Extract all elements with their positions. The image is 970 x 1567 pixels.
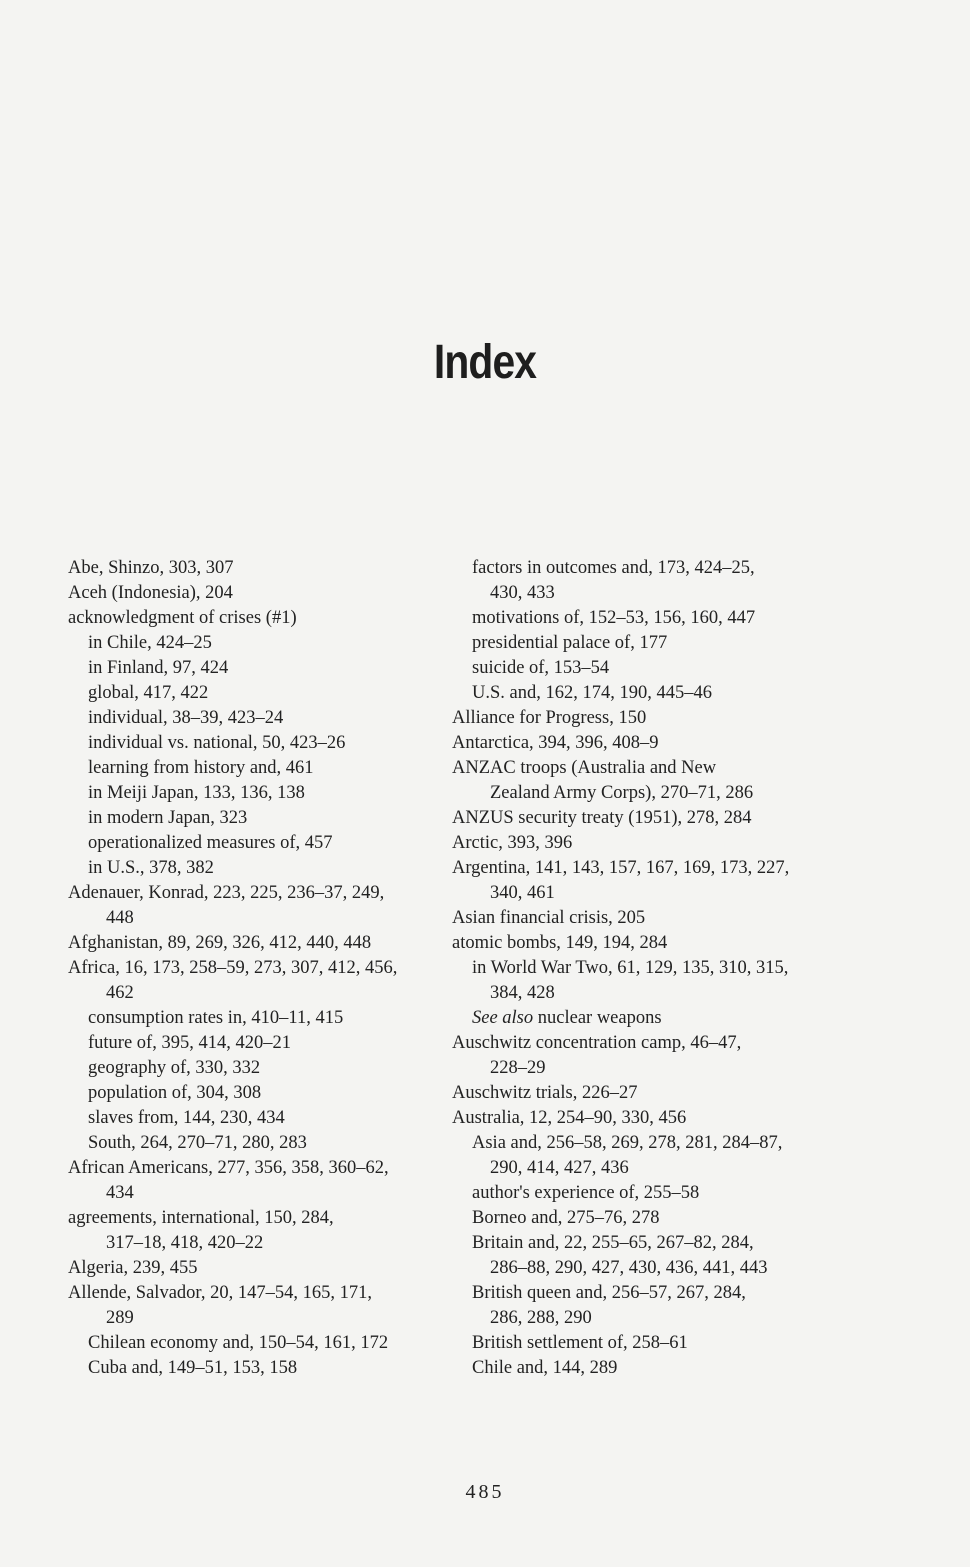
index-entry <box>68 606 448 631</box>
index-subentry <box>68 706 448 731</box>
index-entry <box>452 806 832 831</box>
index-entry <box>68 881 448 906</box>
index-entry-text: Australia, 12, 254–90, 330, 456 <box>452 1108 687 1128</box>
see-also-label: See also <box>472 1008 534 1028</box>
index-entry-text: learning from history and, 461 <box>88 758 314 778</box>
index-entry-text: individual vs. national, 50, 423–26 <box>88 733 346 753</box>
index-entry-text: in Chile, 424–25 <box>88 633 212 653</box>
index-entry-continuation <box>452 1156 832 1181</box>
index-entry-text: 340, 461 <box>490 883 555 903</box>
index-subentry <box>68 831 448 856</box>
index-entry <box>68 931 448 956</box>
index-subentry <box>68 781 448 806</box>
index-entry-continuation <box>68 1306 448 1331</box>
index-entry-text: nuclear weapons <box>537 1008 662 1028</box>
index-entry-text: in U.S., 378, 382 <box>88 858 214 878</box>
index-subentry <box>68 1106 448 1131</box>
index-entry-continuation <box>452 1306 832 1331</box>
index-entry-continuation <box>68 906 448 931</box>
index-subentry <box>68 1356 448 1381</box>
index-entry-text: 384, 428 <box>490 983 555 1003</box>
index-entry <box>452 1106 832 1131</box>
index-subentry <box>68 631 448 656</box>
index-entry-text: South, 264, 270–71, 280, 283 <box>88 1133 307 1153</box>
index-entry-text: in modern Japan, 323 <box>88 808 248 828</box>
index-entry <box>452 756 832 781</box>
index-entry-text: in Finland, 97, 424 <box>88 658 229 678</box>
index-entry-text: presidential palace of, 177 <box>472 633 668 653</box>
index-entry-text: Zealand Army Corps), 270–71, 286 <box>490 783 754 803</box>
index-entry-continuation <box>68 1231 448 1256</box>
index-entry-text: Africa, 16, 173, 258–59, 273, 307, 412, 456, <box>68 958 398 978</box>
index-entry-text: Asian financial crisis, 205 <box>452 908 646 928</box>
index-entry-text: population of, 304, 308 <box>88 1083 262 1103</box>
index-entry-text: Algeria, 239, 455 <box>68 1258 198 1278</box>
index-subentry <box>68 656 448 681</box>
index-entry <box>68 956 448 981</box>
index-entry-text: 462 <box>106 983 134 1003</box>
index-entry-text: factors in outcomes and, 173, 424–25, <box>472 558 755 578</box>
index-entry-text: Antarctica, 394, 396, 408–9 <box>452 733 659 753</box>
index-entry-text: in Meiji Japan, 133, 136, 138 <box>88 783 305 803</box>
index-entry-text: in World War Two, 61, 129, 135, 310, 315, <box>472 958 789 978</box>
index-entry <box>452 906 832 931</box>
index-entry-continuation <box>452 981 832 1006</box>
index-subentry <box>68 756 448 781</box>
index-subentry <box>452 681 832 706</box>
index-entry-text: atomic bombs, 149, 194, 284 <box>452 933 668 953</box>
index-subentry <box>452 1356 832 1381</box>
index-subentry <box>68 806 448 831</box>
index-entry <box>452 1031 832 1056</box>
index-entry-text: consumption rates in, 410–11, 415 <box>88 1008 344 1028</box>
index-entry-text: individual, 38–39, 423–24 <box>88 708 284 728</box>
index-entry-text: agreements, international, 150, 284, <box>68 1208 334 1228</box>
index-entry-text: Auschwitz trials, 226–27 <box>452 1083 638 1103</box>
index-subentry <box>68 731 448 756</box>
page-title: Index <box>433 336 537 389</box>
index-entry-text: Cuba and, 149–51, 153, 158 <box>88 1358 298 1378</box>
index-entry <box>68 1281 448 1306</box>
index-subentry <box>452 606 832 631</box>
index-subentry <box>452 1206 832 1231</box>
index-subentry <box>68 1081 448 1106</box>
index-subentry <box>68 1031 448 1056</box>
index-entry-text: author's experience of, 255–58 <box>472 1183 700 1203</box>
index-entry-text: Allende, Salvador, 20, 147–54, 165, 171, <box>68 1283 372 1303</box>
index-subentry <box>68 1056 448 1081</box>
index-entry-continuation <box>452 581 832 606</box>
index-entry-text: U.S. and, 162, 174, 190, 445–46 <box>472 683 712 703</box>
index-entry-text: 448 <box>106 908 134 928</box>
index-entry-text: Britain and, 22, 255–65, 267–82, 284, <box>472 1233 754 1253</box>
index-entry-text: 289 <box>106 1308 134 1328</box>
index-entry-text: Afghanistan, 89, 269, 326, 412, 440, 448 <box>68 933 372 953</box>
index-entry-text: acknowledgment of crises (#1) <box>68 608 297 628</box>
index-entry-text: future of, 395, 414, 420–21 <box>88 1033 291 1053</box>
index-entry-text: 430, 433 <box>490 583 555 603</box>
index-entry-text: Adenauer, Konrad, 223, 225, 236–37, 249, <box>68 883 385 903</box>
index-subentry <box>452 631 832 656</box>
index-entry-text: 286–88, 290, 427, 430, 436, 441, 443 <box>490 1258 768 1278</box>
index-subentry <box>452 1006 832 1031</box>
index-entry-text: Auschwitz concentration camp, 46–47, <box>452 1033 742 1053</box>
index-subentry <box>68 856 448 881</box>
index-subentry <box>68 681 448 706</box>
index-entry-text: 286, 288, 290 <box>490 1308 592 1328</box>
index-entry-continuation <box>68 981 448 1006</box>
index-entry-continuation <box>452 881 832 906</box>
index-entry-text: Alliance for Progress, 150 <box>452 708 647 728</box>
index-entry-text: British queen and, 256–57, 267, 284, <box>472 1283 746 1303</box>
index-entry-text: Argentina, 141, 143, 157, 167, 169, 173, 227, <box>452 858 790 878</box>
index-entry-text: British settlement of, 258–61 <box>472 1333 688 1353</box>
index-entry-text: suicide of, 153–54 <box>472 658 610 678</box>
index-entry-text: Borneo and, 275–76, 278 <box>472 1208 660 1228</box>
index-entry-text: 290, 414, 427, 436 <box>490 1158 629 1178</box>
index-entry-text: motivations of, 152–53, 156, 160, 447 <box>472 608 756 628</box>
index-subentry <box>68 1131 448 1156</box>
index-entry-text: African Americans, 277, 356, 358, 360–62, <box>68 1158 389 1178</box>
index-entry <box>452 931 832 956</box>
index-entry-text: Chile and, 144, 289 <box>472 1358 618 1378</box>
index-entry <box>452 1081 832 1106</box>
index-entry-text: geography of, 330, 332 <box>88 1058 261 1078</box>
index-subentry <box>68 1006 448 1031</box>
index-entry-text: Abe, Shinzo, 303, 307 <box>68 558 234 578</box>
index-entry <box>68 556 448 581</box>
page-number: 485 <box>465 1481 505 1503</box>
index-entry-continuation <box>452 1256 832 1281</box>
index-entry-continuation <box>452 781 832 806</box>
index-entry-text: slaves from, 144, 230, 434 <box>88 1108 285 1128</box>
index-subentry <box>452 1281 832 1306</box>
index-entry <box>68 1156 448 1181</box>
index-entry-text: ANZAC troops (Australia and New <box>452 758 717 778</box>
index-entry-text: operationalized measures of, 457 <box>88 833 333 853</box>
index-subentry <box>452 1181 832 1206</box>
index-entry-text: 317–18, 418, 420–22 <box>106 1233 264 1253</box>
index-entry <box>68 1256 448 1281</box>
index-entry-continuation <box>68 1181 448 1206</box>
index-subentry <box>452 1331 832 1356</box>
index-subentry <box>452 1231 832 1256</box>
index-entry-text: 228–29 <box>490 1058 546 1078</box>
index-column-left <box>68 556 448 1381</box>
index-subentry <box>452 656 832 681</box>
index-entry-text: Arctic, 393, 396 <box>452 833 573 853</box>
index-entry-text: ANZUS security treaty (1951), 278, 284 <box>452 808 752 828</box>
index-entry <box>68 1206 448 1231</box>
index-entry <box>452 856 832 881</box>
index-entry <box>452 731 832 756</box>
index-entry-text: global, 417, 422 <box>88 683 209 703</box>
index-entry-text: 434 <box>106 1183 134 1203</box>
index-subentry <box>68 1331 448 1356</box>
index-entry <box>68 581 448 606</box>
index-subentry <box>452 956 832 981</box>
index-entry <box>452 706 832 731</box>
index-entry-text: Aceh (Indonesia), 204 <box>68 583 233 603</box>
index-entry <box>452 831 832 856</box>
index-subentry <box>452 1131 832 1156</box>
index-entry-continuation <box>452 1056 832 1081</box>
index-entry-text: Chilean economy and, 150–54, 161, 172 <box>88 1333 389 1353</box>
index-entry-text: Asia and, 256–58, 269, 278, 281, 284–87, <box>472 1133 783 1153</box>
index-subentry <box>452 556 832 581</box>
index-column-right <box>452 556 832 1381</box>
